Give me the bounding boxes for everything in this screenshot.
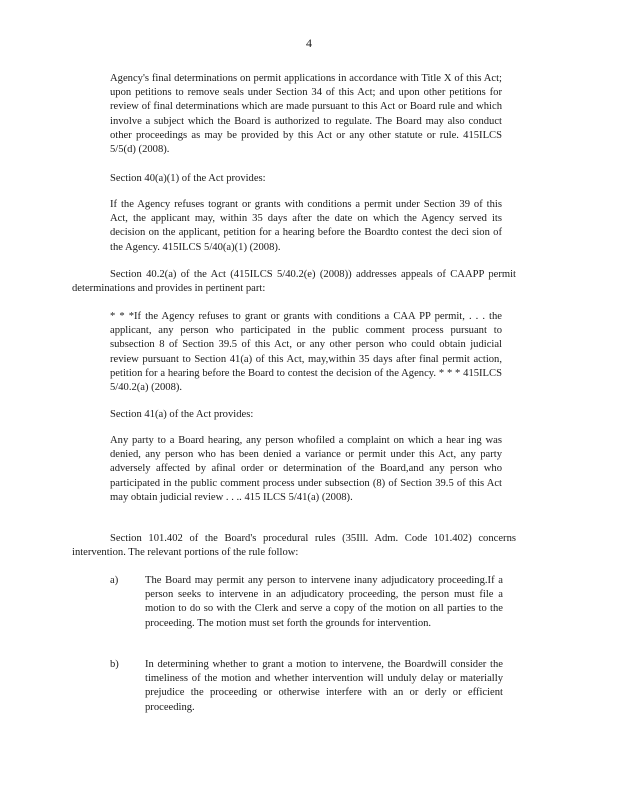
quote-section-41a: Any party to a Board hearing, any person whofiled a complaint on which a hear ing was denied, any person who has been denied a variance or permit under this Act, any party adversely affected by afinal order or determination of the Board,and any person who participated in the public comment process under subsection (8) of Section 39.5 of this Act may obtain judicial review . . .. 415 ILCS 5/41(a) (2008). [110, 435, 502, 503]
page-number: 4 [306, 36, 312, 50]
list-item-label: b) [110, 659, 119, 670]
list-item [110, 658, 506, 716]
list-item [110, 574, 506, 646]
list-item-text: The Board may permit any person to intervene inany adjudicatory proceeding.If a person seeks to intervene in an adjudicatory proceeding, the person must file a motion to do so with the Clerk and serve a copy of the motion on all parties to the proceeding. The motion must set forth the grounds for intervention. [145, 575, 503, 629]
list-item-text: In determining whether to grant a motion to intervene, the Boardwill consider the timeliness of the motion and whether intervention will unduly delay or materially prejudice the proceeding or otherwise interfere with an or derly or efficient proceeding. [145, 659, 503, 713]
paragraph-agency-determinations: Agency's final determinations on permit applications in accordance with Title X of this Act; upon petitions to remove seals under Section 34 of this Act; and upon other petitions for review of final determinations which are made pursuant to this Act or Board rule and which involve a subject which the Board is authorized to regulate. The Board may also conduct other proceedings as may be provided by this Act or any other statute or rule. 415ILCS 5/5(d) (2008). [110, 73, 502, 156]
paragraph-section-41a-intro: Section 41(a) of the Act provides: [110, 409, 254, 420]
quote-section-40-2a: * * *If the Agency refuses to grant or grants with conditions a CAA PP permit, . . . the applicant, any person who participated in the public comment process pursuant to subsection 8 of Section 39.5 of this Act, or any other person who could obtain judicial review pursuant to Section 41(a) of this Act, may,within 35 days after final permit action, petition for a hearing before the Board to contest the decision of the Agency. * * * 415ILCS 5/40.2(a) (2008). [110, 311, 502, 394]
list-item-label: a) [110, 575, 119, 586]
paragraph-section-40-2a-intro: Section 40.2(a) of the Act (415ILCS 5/40.2(e) (2008)) addresses appeals of CAAPP permit determinations and provides in pertinent part: [72, 269, 516, 295]
paragraph-section-101-402-intro: Section 101.402 of the Board's procedural rules (35Ill. Adm. Code 101.402) concerns intervention. The relevant portions of the rule follow: [72, 533, 516, 559]
quote-section-40a1: If the Agency refuses togrant or grants with conditions a permit under Section 39 of this Act, the applicant may, within 35 days after the date on which the Agency served its decision on the applicant, petition for a hearing before the Boardto contest the deci sion of the Agency. 415ILCS 5/40(a)(1) (2008). [110, 199, 502, 253]
paragraph-section-40a1-intro: Section 40(a)(1) of the Act provides: [110, 173, 266, 184]
